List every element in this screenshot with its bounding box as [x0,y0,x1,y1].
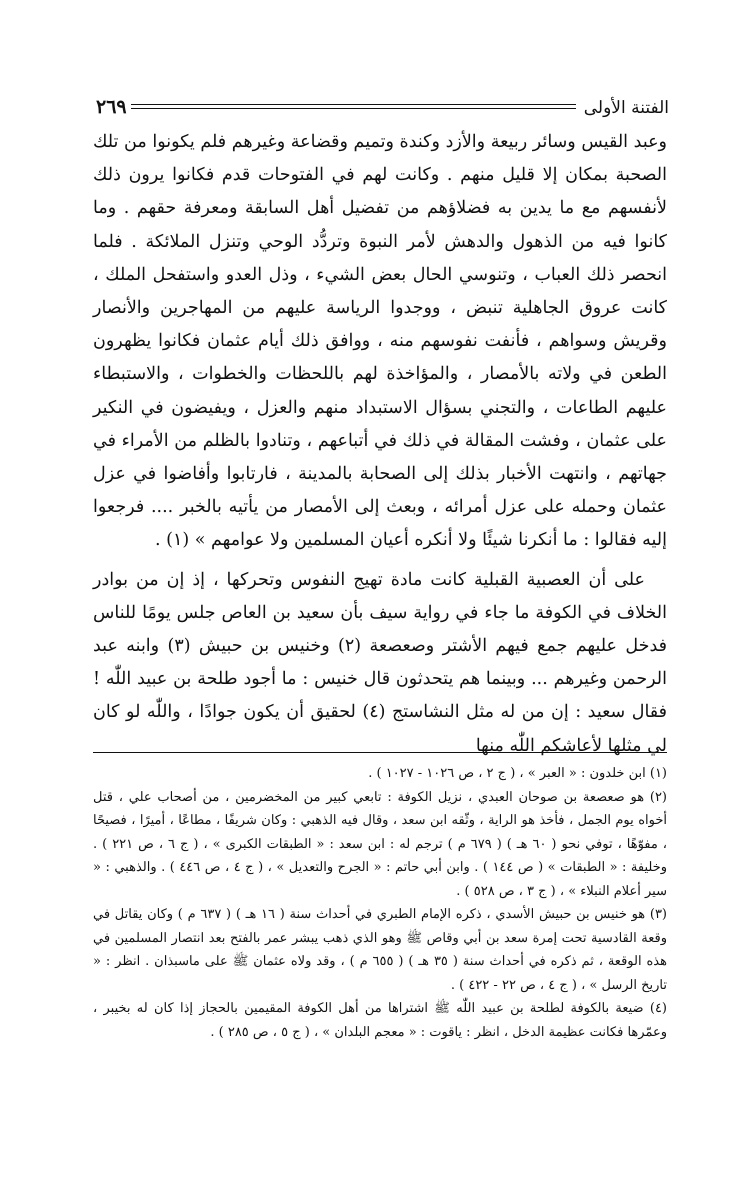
running-header [96,88,669,118]
paragraph-2: على أن العصبية القبلية كانت مادة تهيج النفوس وتحركها ، إذ إن من بوادر الخلاف في الكوفة ما جاء في رواية سيف بأن سعيد بن العاص جلس يومًا للناس فدخل عليهم جمع فيهم الأشتر وصعصعة (٢) وخنيس بن حبيش (٣) وابنه عبد الرحمن وغيرهم ... وبينما هم يتحدثون قال خنيس : ما أجود طلحة بن عبيد اللّٰه ! فقال سعيد : إن من له مثل النشاستج (٤) لحقيق أن يكون جوادًا ، واللّٰه لو كان لي مثلها لأعاشكم اللّٰه منها [93,569,667,756]
footnote-2: (٢) هو صعصعة بن صوحان العبدي ، نزيل الكوفة : تابعي كبير من المخضرمين ، من أصحاب علي ، قتل أخواه يوم الجمل ، فأخذ هو الراية ، وثّقه ابن سعد ، وقال فيه الذهبي : وكان شريفًا ، مطاعًا ، أميرًا ، فصيحًا ، مفوّهًا ، توفي نحو ( ٦٠ هـ ) ( ٦٧٩ م ) ترجم له : ابن سعد : « الطبقات الكبرى » ، ( ج ٦ ، ص ٢٢١ ) . وخليفة : « الطبقات » ( ص ١٤٤ ) . وابن أبي حاتم : « الجرح والتعديل » ، ( ج ٤ ، ص ٤٤٦ ) . والذهبي : « سير أعلام النبلاء » ، ( ج ٣ ، ص ٥٢٨ ) . [93,789,668,899]
footnotes [93,762,667,1044]
footnote-3: (٣) هو خنيس بن حبيش الأسدي ، ذكره الإمام الطبري في أحداث سنة ( ١٦ هـ ) ( ٦٣٧ م ) وكان يقاتل في وقعة القادسية تحت إمرة سعد بن أبي وقاص ﷺ وهو الذي ذهب يبشر عمر بالفتح بعد انتصار المسلمين في هذه الوقعة ، ثم ذكره في أحداث سنة ( ٣٥ هـ ) ( ٦٥٥ م ) ، وقد ولاه عثمان ﷺ على ماسبذان . انظر : « تاريخ الرسل » ، ( ج ٤ ، ص ٢٢ - ٤٢٢ ) . [93,907,667,993]
paragraph-1: وعبد القيس وسائر ربيعة والأزد وكندة وتميم وقضاعة وغيرهم فلم يكونوا من تلك الصحبة بمكان إلا قليل منهم . وكانت لهم في الفتوحات قدم فكانوا يرون ذلك لأنفسهم مع ما يدين به فضلاؤهم من تفضيل أهل السابقة ومعرفة حقهم . وما كانوا فيه من الذهول والدهش لأمر النبوة وتردُّد الوحي وتنزل الملائكة . فلما انحصر ذلك العباب ، وتنوسي الحال بعض الشيء ، وذل العدو واستفحل الملك ، كانت عروق الجاهلية تنبض ، ووجدوا الرياسة عليهم من المهاجرين والأنصار وقريش وسواهم ، فأنفت نفوسهم منه ، ووافق ذلك أيام عثمان فكانوا يظهرون الطعن في ولاته بالأمصار ، والمؤاخذة لهم باللحظات والخطوات ، والاستبطاء عليهم الطاعات ، والتجني بسؤال الاستبداد منهم والعزل ، ويفيضون في النكير على عثمان ، وفشت المقالة في ذلك في أتباعهم ، وتنادوا بالظلم من الأمراء في جهاتهم ، وانتهت الأخبار بذلك إلى الصحابة بالمدينة ، فارتابوا وأفاضوا في عزل عثمان وحمله على عزل أمرائه ، وبعث إلى الأمصار من يأتيه بالخبر .... فرجعوا إليه فقالوا : ما أنكرنا شيئًا ولا أنكره أعيان المسلمين ولا عوامهم » (١) . [93,132,667,551]
footnote-separator [93,752,667,753]
page-number: ٢٦٩ [96,96,127,118]
header-rule [131,104,576,109]
footnote-1: (١) ابن خلدون : « العبر » ، ( ج ٢ ، ص ١٠٢٦ - ١٠٢٧ ) . [368,766,667,781]
chapter-title: الفتنة الأولى [583,98,669,118]
main-text [93,126,667,763]
footnote-4: (٤) ضيعة بالكوفة لطلحة بن عبيد اللّٰه ﷺ اشتراها من أهل الكوفة المقيمين بالحجاز إذا كان له بخيبر ، وعمّرها فكانت عظيمة الدخل ، انظر : ياقوت : « معجم البلدان » ، ( ج ٥ ، ص ٢٨٥ ) . [93,1001,667,1040]
